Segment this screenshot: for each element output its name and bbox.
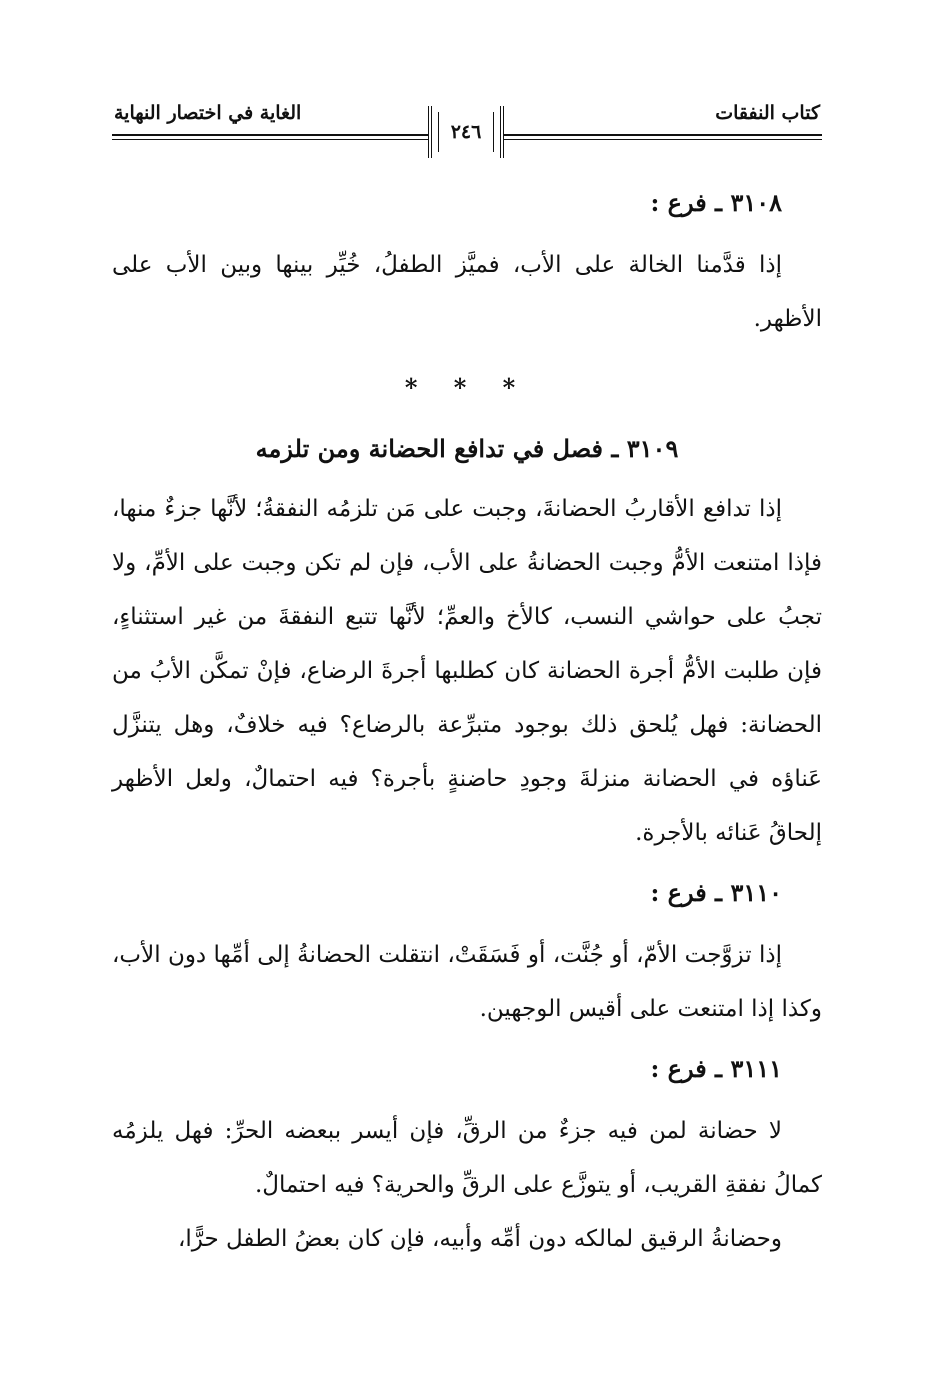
branch-3108-heading: ٣١٠٨ ـ فرع : [650,188,782,217]
page-number-frame [428,106,504,158]
book-title: كتاب النفقات [715,102,820,124]
branch-3111-text-continued: وحضانةُ الرقيق لمالكه دون أمِّه وأبيه، فإن كان بعضُ الطفل حرًّا، [177,1226,782,1252]
page-header [112,100,822,164]
branch-3108-text: إذا قدَّمنا الخالة على الأب، فميَّز الطفلُ، خُيِّر بينها وبين الأب على الأظهر. [112,252,822,332]
section-separator: * * * [404,373,530,402]
branch-3111-heading: ٣١١١ ـ فرع : [650,1054,782,1083]
branch-3110-heading: ٣١١٠ ـ فرع : [650,878,782,907]
page-body [112,170,822,1266]
page-number: ٢٤٦ [450,121,482,143]
branch-3111-text: لا حضانة لمن فيه جزءٌ من الرقِّ، فإن أيسر ببعضه الحرِّ: فهل يلزمُه كمالُ نفقةِ القريب، أو يتوزَّع على الرقِّ والحرية؟ فيه احتمالٌ. [112,1118,822,1198]
chapter-3109-text: إذا تدافع الأقاربُ الحضانةَ، وجبت على مَن تلزمُه النفقةُ؛ لأنَّها جزءٌ منها، فإذا امتنعت الأمُّ وجبت الحضانةُ على الأب، فإن لم تكن وجبت على الأمِّ، ولا تجبُ على حواشي النسب، كالأخ والعمِّ؛ لأنَّها تتبع النفقةَ من غير استثناءٍ، فإن طلبت الأمُّ أجرة الحضانة كان كطلبها أجرةَ الرضاع، فإنْ تمكَّن الأبُ من الحضانة: فهل يُلحق ذلك بوجود متبرِّعة بالرضاع؟ فيه خلافٌ، وهل يتنزَّل عَناؤه في الحضانة منزلةَ وجودِ حاضنةٍ بأجرة؟ فيه احتمالٌ، ولعل الأظهر إلحاقُ عَنائه بالأجرة. [112,496,822,846]
branch-3110-text: إذا تزوَّجت الأمّ، أو جُنَّت، أو فَسَقَتْ، انتقلت الحضانةُ إلى أمِّها دون الأب، وكذا إذا امتنعت على أقيس الوجهين. [112,942,822,1022]
running-title: الغاية في اختصار النهاية [114,102,302,124]
chapter-3109-title: ٣١٠٩ ـ فصل في تدافع الحضانة ومن تلزمه [255,434,679,463]
